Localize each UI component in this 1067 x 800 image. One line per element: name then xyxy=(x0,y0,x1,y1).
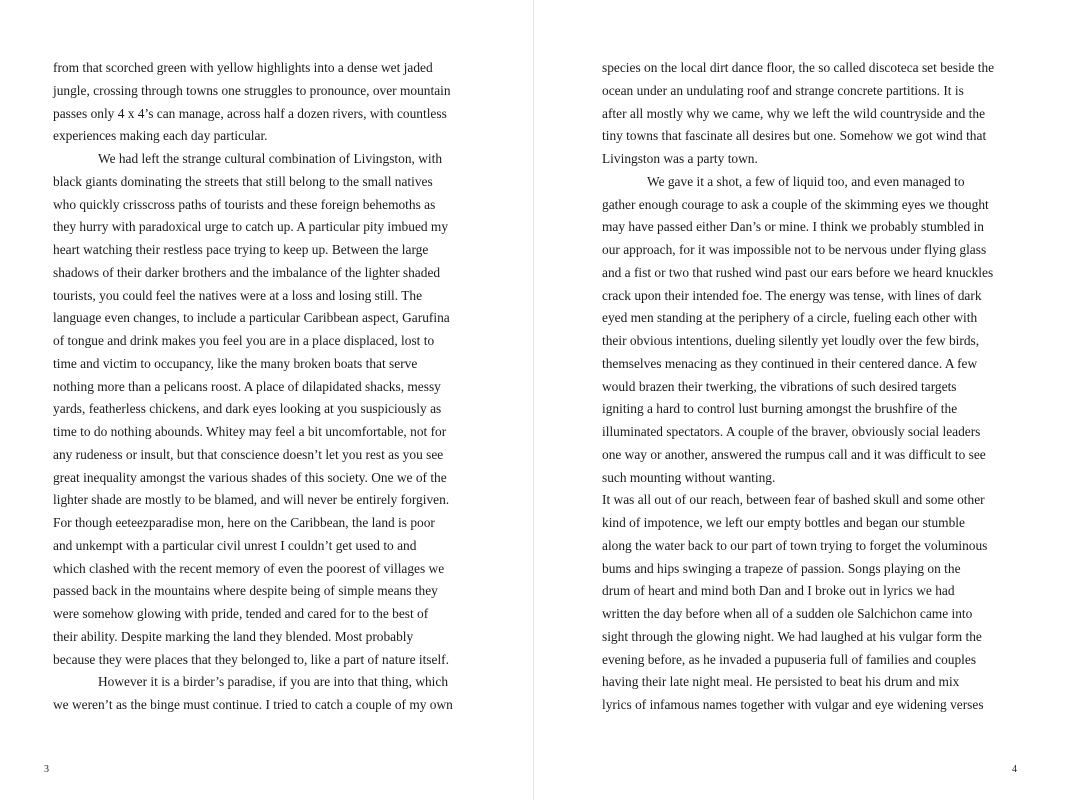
text-line: of tongue and drink makes you feel you are in a place displaced, lost to xyxy=(53,333,435,348)
page-number: 4 xyxy=(1012,764,1017,775)
text-line: lighter shade are mostly to be blamed, and will never be entirely forgiven. xyxy=(53,492,450,508)
text-line: were somehow glowing with pride, tended and cared for to the best of xyxy=(53,606,429,621)
text-line: great inequality amongst the various shades of this society. One we of the xyxy=(53,469,447,485)
text-line: jungle, crossing through towns one struggles to pronounce, over mountain xyxy=(53,82,451,98)
text-line: gather enough courage to ask a couple of the skimming eyes we thought xyxy=(602,196,989,212)
text-line: We gave it a shot, a few of liquid too, and even managed to xyxy=(647,173,965,189)
text-line: It was all out of our reach, between fear of bashed skull and some other xyxy=(602,492,985,508)
page-body xyxy=(53,57,481,717)
text-line: language even changes, to include a particular Caribbean aspect, Garufina xyxy=(53,310,450,326)
text-line: passed back in the mountains where despite being of simple means they xyxy=(53,583,438,599)
text-line: we weren’t as the binge must continue. I tried to catch a couple of my own xyxy=(53,697,453,712)
text-line: tiny towns that fascinate all desires but one. Somehow we got wind that xyxy=(602,128,987,144)
text-line: drum of heart and mind both Dan and I broke out in lyrics we had xyxy=(602,583,955,599)
text-line: However it is a birder’s paradise, if you are into that thing, which xyxy=(98,674,449,690)
text-line: experiences making each day particular. xyxy=(53,128,268,144)
text-line: having their late night meal. He persisted to beat his drum and mix xyxy=(602,674,960,690)
text-line: along the water back to our part of town trying to forget the voluminous xyxy=(602,537,988,553)
text-line: evening before, as he invaded a pupuseria full of families and couples xyxy=(602,651,977,667)
text-line: For though eeteezparadise mon, here on the Caribbean, the land is poor xyxy=(53,515,435,530)
text-line: may have passed either Dan’s or mine. I think we probably stumbled in xyxy=(602,219,984,235)
text-line: time and victim to occupancy, like the many broken boats that serve xyxy=(53,355,418,371)
text-line: heart watching their restless pace trying to keep up. Between the large xyxy=(53,242,429,257)
text-line: bums and hips swinging a trapeze of passion. Songs playing on the xyxy=(602,560,961,576)
right-page xyxy=(534,0,1067,800)
text-line: species on the local dirt dance floor, the so called discoteca set beside the xyxy=(602,60,995,75)
text-line: yards, featherless chickens, and dark eyes looking at you suspiciously as xyxy=(53,401,442,417)
text-line: would brazen their twerking, the vibrations of such desired targets xyxy=(602,378,957,394)
text-line: any rudeness or insult, but that conscience doesn’t let you rest as you see xyxy=(53,446,444,462)
text-line: igniting a hard to control lust burning amongst the brushfire of the xyxy=(602,401,958,417)
text-line: our approach, for it was impossible not to be nervous under flying glass xyxy=(602,242,987,257)
left-page xyxy=(0,0,533,800)
text-line: ocean under an undulating roof and strange concrete partitions. It is xyxy=(602,82,964,98)
text-line: sight through the glowing night. We had laughed at his vulgar form the xyxy=(602,628,982,644)
text-line: black giants dominating the streets that still belong to the small natives xyxy=(53,173,433,189)
text-line: one way or another, answered the rumpus call and it was difficult to see xyxy=(602,446,986,462)
text-line: We had left the strange cultural combination of Livingston, with xyxy=(98,151,443,166)
text-line: their obvious intentions, dueling silently yet loudly over the few birds, xyxy=(602,333,980,348)
text-line: nothing more than a pelicans roost. A place of dilapidated shacks, messy xyxy=(53,378,441,394)
text-line: illuminated spectators. A couple of the braver, obviously social leaders xyxy=(602,424,981,439)
text-line: from that scorched green with yellow highlights into a dense wet jaded xyxy=(53,60,433,75)
text-line: themselves menacing as they continued in their centered dance. A few xyxy=(602,355,978,371)
text-line: and a fist or two that rushed wind past our ears before we heard knuckles xyxy=(602,264,994,280)
page-number: 3 xyxy=(44,764,49,775)
page-body xyxy=(602,57,1032,717)
text-line: crack upon their intended foe. The energy was tense, with lines of dark xyxy=(602,287,982,303)
text-line: such mounting without wanting. xyxy=(602,469,776,485)
text-line: after all mostly why we came, why we left the wild countryside and the xyxy=(602,105,986,121)
text-line: shadows of their darker brothers and the imbalance of the lighter shaded xyxy=(53,264,441,280)
text-line: passes only 4 x 4’s can manage, across half a dozen rivers, with countless xyxy=(53,105,447,121)
text-line: eyed men standing at the periphery of a circle, fueling each other with xyxy=(602,310,978,326)
text-line: which clashed with the recent memory of even the poorest of villages we xyxy=(53,560,445,576)
text-line: who quickly crisscross paths of tourists and these foreign behemoths as xyxy=(53,196,436,212)
text-line: Livingston was a party town. xyxy=(602,151,758,166)
text-line: they hurry with paradoxical urge to catch up. A particular pity imbued my xyxy=(53,219,449,235)
text-line: and unkempt with a particular civil unrest I couldn’t get used to and xyxy=(53,537,417,553)
text-line: tourists, you could feel the natives were at a loss and losing still. The xyxy=(53,287,423,303)
text-line: written the day before when all of a sudden ole Salchichon came into xyxy=(602,606,973,621)
text-line: their ability. Despite marking the land they blended. Most probably xyxy=(53,628,414,644)
text-line: kind of impotence, we left our empty bottles and began our stumble xyxy=(602,515,965,530)
text-line: time to do nothing abounds. Whitey may feel a bit uncomfortable, not for xyxy=(53,424,447,439)
text-line: lyrics of infamous names together with vulgar and eye widening verses xyxy=(602,697,984,712)
text-line: because they were places that they belonged to, like a part of nature itself. xyxy=(53,651,449,667)
